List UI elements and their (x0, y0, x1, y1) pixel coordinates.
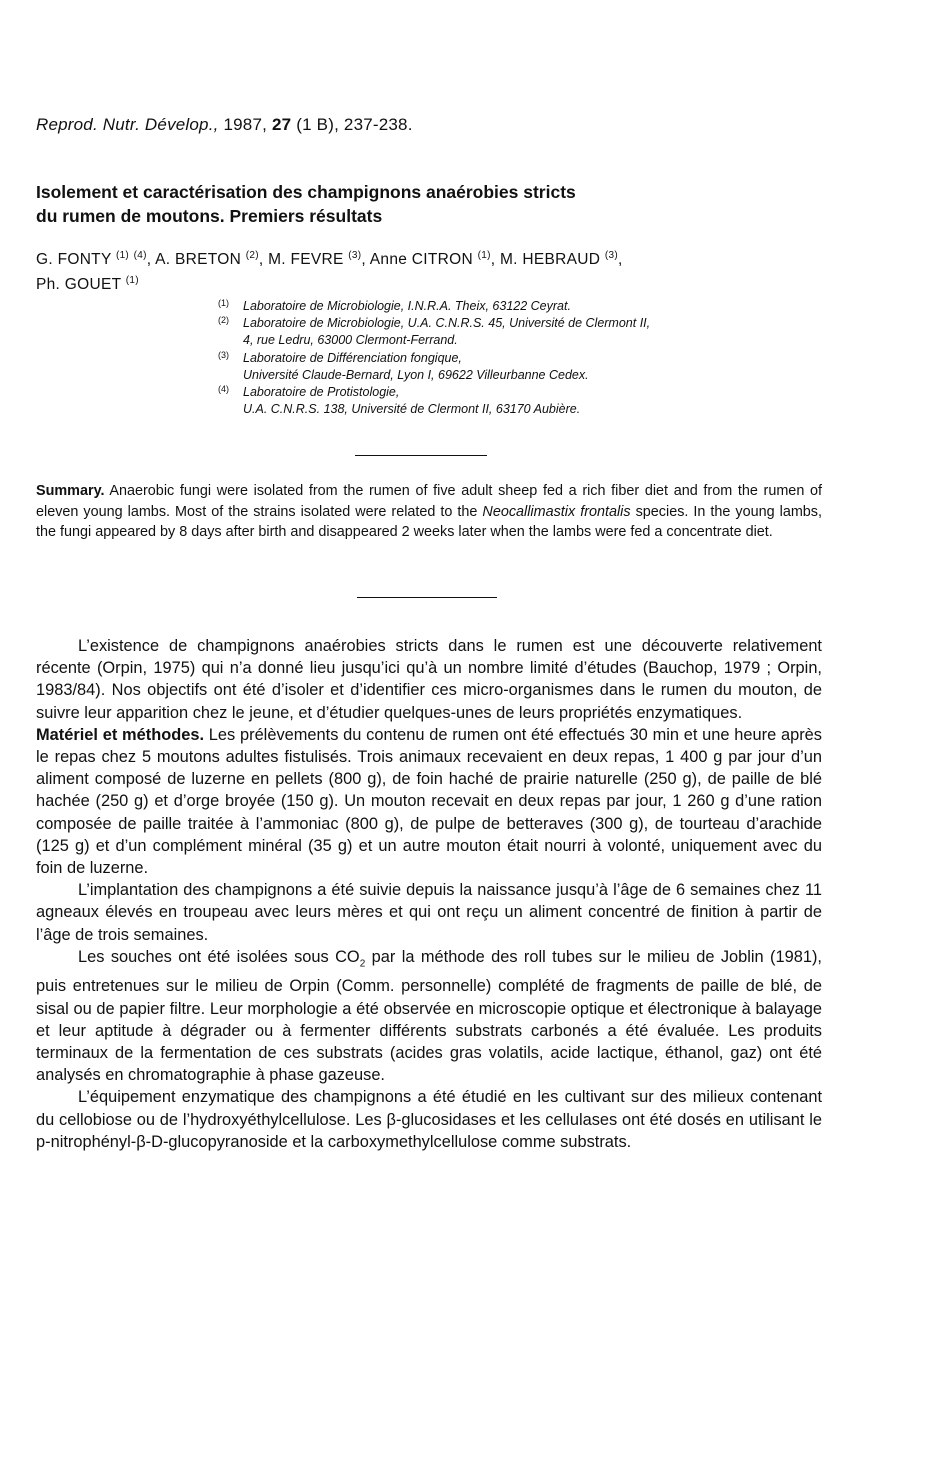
author-4: , Anne CITRON (361, 251, 473, 269)
author-3: , M. FEVRE (258, 251, 344, 269)
article-body (36, 635, 822, 1153)
separator-rule (355, 455, 487, 456)
affiliation-line: Laboratoire de Microbiologie, I.N.R.A. Theix, 63122 Ceyrat. (243, 299, 571, 313)
paragraph-methods (36, 724, 822, 879)
author-6-affil: (1) (125, 275, 139, 287)
author-1: G. FONTY (36, 251, 112, 269)
article-title (36, 180, 816, 228)
paragraph-introduction: L’existence de champignons anaérobies stricts dans le rumen est une découverte relativement récente (Orpin, 1975) qui n’a donné lieu jusqu’ici qu’à un nombre limité d’études (Bauchop, 1979 ; Orpin, 1983/84). Nos objectifs ont été d’isoler et d’identifier ces micro-organismes dans le rumen du mouton, de suivre leur apparition chez le jeune, et d’étudier quelques-unes de leurs propriétés enzymatiques. (36, 637, 822, 722)
summary-paragraph (36, 481, 822, 543)
author-2: , A. BRETON (146, 251, 242, 269)
affiliation-number: (1) (218, 298, 229, 308)
author-list (36, 245, 826, 295)
affiliation-2 (218, 315, 828, 349)
isolation-text-a: Les souches ont été isolées sous CO (78, 947, 360, 966)
separator-rule (357, 597, 497, 598)
journal-pages: (1 B), 237-238. (296, 115, 413, 134)
title-line-1: Isolement et caractérisation des champignons anaérobies stricts (36, 182, 576, 202)
methods-text: Les prélèvements du contenu de rumen ont été effectués 30 min et une heure après le repas chez 5 moutons adultes fistulisés. Trois animaux recevaient en deux repas, 1 400 g par jour d’un aliment composé de luzerne en pellets (800 g), de foin haché de prairie naturelle (250 g), de paille de blé hachée (250 g) et d’orge broyée (150 g). Un mouton recevait en deux repas par jour, 1 260 g d’une ration composée de paille traitée à l’ammoniac (800 g), de pulpe de betteraves (300 g), de tourteau d’arachide (125 g) et d’un complément minéral (35 g) et un autre mouton était nourri à volonté, uniquement avec du foin de luzerne. (36, 725, 822, 878)
author-5-affil: (3) (604, 250, 618, 261)
author-6: Ph. GOUET (36, 276, 122, 294)
affiliation-number: (3) (218, 349, 229, 360)
author-1-affil-1: (1) (115, 250, 130, 261)
affiliation-1 (218, 298, 828, 315)
journal-volume: 27 (271, 115, 292, 134)
affiliation-line: 4, rue Ledru, 63000 Clermont-Ferrand. (243, 333, 458, 348)
journal-abbrev: Reprod. Nutr. Dévelop., (36, 115, 219, 134)
affiliations (218, 298, 828, 418)
co2-subscript: 2 (359, 958, 366, 970)
affiliation-line: Laboratoire de Protistologie, (243, 385, 400, 400)
affiliation-4 (218, 384, 828, 418)
affiliation-3 (218, 350, 828, 384)
paragraph-implantation: L’implantation des champignons a été suivie depuis la naissance jusqu’à l’âge de 6 semaines chez 11 agneaux élevés en troupeau avec leurs mères et qui ont reçu un aliment concentré de finition à partir de l’âge de trois semaines. (36, 881, 822, 944)
affiliation-line: Université Claude-Bernard, Lyon I, 69622 Villeurbanne Cedex. (243, 367, 589, 382)
isolation-text-b: par la méthode des roll tubes sur le milieu de Joblin (1981), puis entretenues sur le milieu de Orpin (Comm. personnelle) complété de fragments de paille de blé, de sisal ou de papier filtre. Leur morphologie a été observée en microscopie optique et électronique à balayage et leur aptitude à dégrader ou à fermenter différents substrats carbonés a été évaluée. Les produits terminaux de la fermentation de ces substrats (acides gras volatils, acide lactique, éthanol, gaz) ont été analysés en chromatographie à phase gazeuse. (36, 947, 822, 1085)
paragraph-enzymes: L’équipement enzymatique des champignons a été étudié en les cultivant sur des milieux contenant du cellobiose ou de l’hydroxyéthylcellulose. Les β-glucosidases et les cellulases ont été dosés en utilisant le p-nitrophényl-β-D-glucopyranoside et la carboxymethylcellulose comme substrats. (36, 1088, 822, 1151)
author-4-affil: (1) (477, 250, 491, 261)
affiliation-number: (2) (218, 315, 229, 326)
title-line-2: du rumen de moutons. Premiers résultats (36, 206, 383, 226)
author-5: , M. HEBRAUD (490, 251, 601, 269)
summary-text-a: Anaerobic fungi were isolated from the rumen of five adult sheep fed a rich fiber diet and from the rumen of eleven young lambs. Most of the strains isolated were related to the (36, 483, 822, 520)
journal-citation (36, 115, 413, 135)
author-2-affil: (2) (245, 250, 259, 261)
paragraph-isolation (36, 946, 822, 1087)
author-5-sep: , (618, 251, 623, 269)
summary-species: Neocallimastix frontalis (482, 503, 631, 520)
summary-label: Summary. (36, 483, 105, 499)
author-3-affil: (3) (348, 250, 362, 261)
affiliation-line: U.A. C.N.R.S. 138, Université de Clermont II, 63170 Aubière. (243, 402, 581, 417)
summary-text-b: species. In the young lambs, the fungi appeared by 8 days after birth and disappeared 2 weeks later when the lambs were fed a concentrate diet. (36, 503, 823, 540)
affiliation-line: Laboratoire de Microbiologie, U.A. C.N.R.S. 45, Université de Clermont II, (243, 316, 651, 331)
journal-year: 1987, (223, 115, 268, 134)
author-1-affil-2: (4) (133, 250, 147, 261)
affiliation-line: Laboratoire de Différenciation fongique, (243, 350, 462, 365)
methods-heading: Matériel et méthodes. (36, 725, 205, 744)
affiliation-number: (4) (218, 384, 229, 395)
